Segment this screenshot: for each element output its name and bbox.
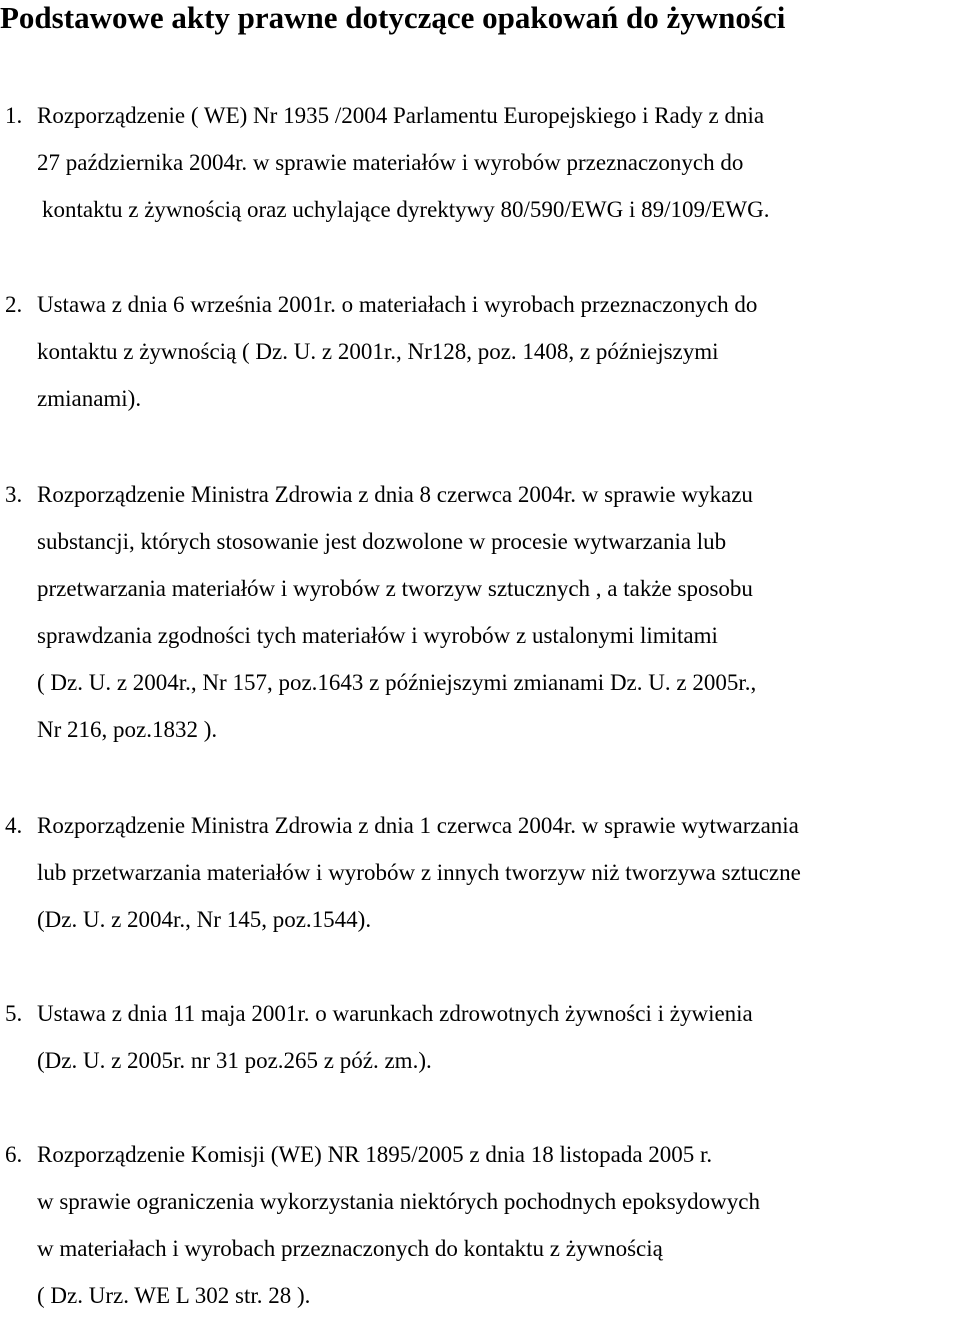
item-text-line: zmianami).	[37, 386, 142, 411]
item-text-line: Ustawa z dnia 11 maja 2001r. o warunkach zdrowotnych żywności i żywienia	[37, 1001, 753, 1026]
item-text-line: Nr 216, poz.1832 ).	[37, 717, 218, 742]
item-text-line: kontaktu z żywnością ( Dz. U. z 2001r., Nr128, poz. 1408, z późniejszymi	[37, 339, 719, 364]
item-text-line: w sprawie ograniczenia wykorzystania niektórych pochodnych epoksydowych	[37, 1189, 760, 1214]
item-text-line: w materiałach i wyrobach przeznaczonych do kontaktu z żywnością	[37, 1236, 663, 1261]
item-text-line: przetwarzania materiałów i wyrobów z tworzyw sztucznych , a także sposobu	[37, 576, 753, 601]
item-number: 2.	[5, 292, 23, 317]
item-text-line: Rozporządzenie Komisji (WE) NR 1895/2005 z dnia 18 listopada 2005 r.	[37, 1142, 713, 1167]
item-text-line: kontaktu z żywnością oraz uchylające dyrektywy 80/590/EWG i 89/109/EWG.	[42, 197, 770, 222]
item-text-line: ( Dz. Urz. WE L 302 str. 28 ).	[37, 1283, 311, 1308]
item-text-line: lub przetwarzania materiałów i wyrobów z innych tworzyw niż tworzywa sztuczne	[37, 860, 801, 885]
item-number: 4.	[5, 813, 23, 838]
item-text-line: sprawdzania zgodności tych materiałów i wyrobów z ustalonymi limitami	[37, 623, 718, 648]
item-number: 1.	[5, 103, 23, 128]
item-text-line: Rozporządzenie Ministra Zdrowia z dnia 1 czerwca 2004r. w sprawie wytwarzania	[37, 813, 799, 838]
item-number: 5.	[5, 1001, 23, 1026]
item-text-line: Rozporządzenie Ministra Zdrowia z dnia 8 czerwca 2004r. w sprawie wykazu	[37, 482, 753, 507]
item-text-line: Rozporządzenie ( WE) Nr 1935 /2004 Parlamentu Europejskiego i Rady z dnia	[37, 103, 765, 128]
item-text-line: ( Dz. U. z 2004r., Nr 157, poz.1643 z późniejszymi zmianami Dz. U. z 2005r.,	[37, 670, 757, 695]
item-text-line: 27 października 2004r. w sprawie materiałów i wyrobów przeznaczonych do	[37, 150, 744, 175]
item-number: 6.	[5, 1142, 23, 1167]
document-title: Podstawowe akty prawne dotyczące opakowań do żywności	[0, 0, 786, 35]
item-text-line: Ustawa z dnia 6 września 2001r. o materiałach i wyrobach przeznaczonych do	[37, 292, 758, 317]
item-text-line: (Dz. U. z 2005r. nr 31 poz.265 z póź. zm.).	[37, 1048, 432, 1073]
item-text-line: substancji, których stosowanie jest dozwolone w procesie wytwarzania lub	[37, 529, 727, 554]
item-text-line: (Dz. U. z 2004r., Nr 145, poz.1544).	[37, 907, 372, 932]
item-number: 3.	[5, 482, 23, 507]
